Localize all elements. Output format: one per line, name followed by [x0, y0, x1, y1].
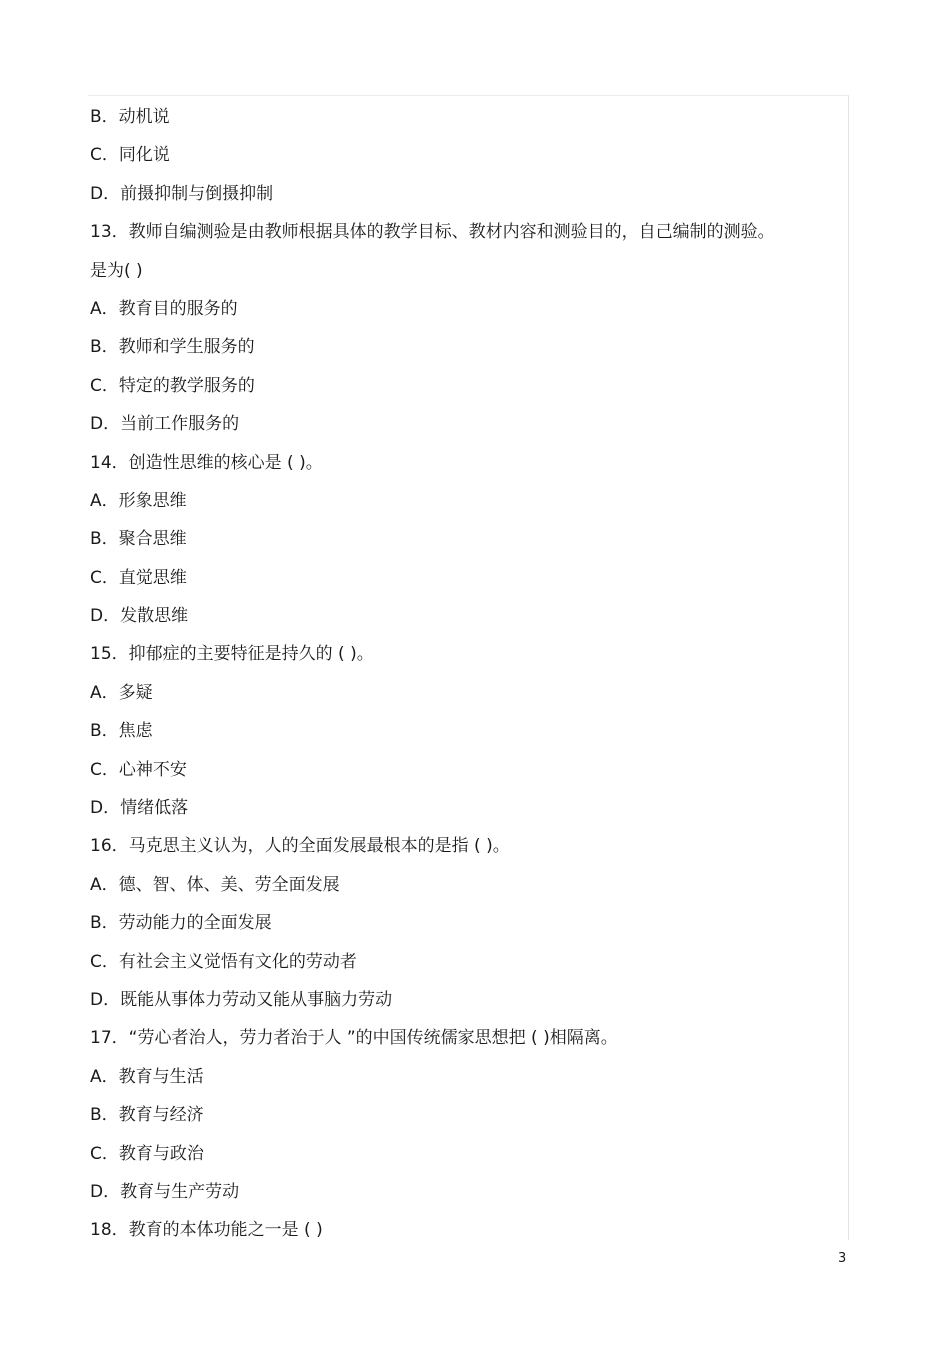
option-d-q14: D．发散思维	[90, 606, 189, 627]
option-a-q16: A．德、智、体、美、劳全面发展	[90, 874, 340, 895]
option-a-q15: A．多疑	[90, 682, 153, 703]
option-c-q17: C．教育与政治	[90, 1143, 204, 1164]
option-b-q16: B．劳动能力的全面发展	[90, 913, 272, 934]
option-b-q13: B．教师和学生服务的	[90, 337, 255, 358]
option-b-q12: B．动机说	[90, 107, 170, 127]
option-d-q16: D．既能从事体力劳动又能从事脑力劳动	[90, 989, 393, 1010]
option-a-q17: A．教育与生活	[90, 1066, 204, 1087]
question-14: 14．创造性思维的核心是 ( )。	[90, 452, 323, 473]
option-d-q12: D．前摄抑制与倒摄抑制	[90, 183, 274, 204]
document-body	[90, 98, 840, 1250]
question-18: 18．教育的本体功能之一是 ( )	[90, 1220, 323, 1241]
option-d-q17: D．教育与生产劳动	[90, 1181, 240, 1202]
option-c-q15: C．心神不安	[90, 759, 187, 780]
question-15: 15．抑郁症的主要特征是持久的 ( )。	[90, 644, 374, 665]
question-13: 13．教师自编测验是由教师根据具体的教学目标、教材内容和测验目的，自己编制的测验。	[90, 222, 775, 243]
option-d-q13: D．当前工作服务的	[90, 414, 240, 435]
option-b-q17: B．教育与经济	[90, 1105, 204, 1126]
option-b-q15: B．焦虑	[90, 721, 153, 742]
option-c-q12: C．同化说	[90, 145, 170, 166]
question-16: 16．马克思主义认为，人的全面发展最根本的是指 ( )。	[90, 836, 510, 857]
option-b-q14: B．聚合思维	[90, 529, 187, 550]
option-c-q16: C．有社会主义觉悟有文化的劳动者	[90, 951, 357, 972]
option-c-q14: C．直觉思维	[90, 567, 187, 588]
page-number: 3	[838, 1251, 847, 1266]
option-a-q14: A．形象思维	[90, 490, 187, 511]
question-13-continued: 是为( )	[90, 260, 143, 281]
option-c-q13: C．特定的教学服务的	[90, 375, 255, 396]
option-a-q13: A．教育目的服务的	[90, 298, 238, 319]
question-17: 17．“劳心者治人，劳力者治于人 ”的中国传统儒家思想把 ( )相隔离。	[90, 1028, 618, 1049]
option-d-q15: D．情绪低落	[90, 798, 189, 819]
